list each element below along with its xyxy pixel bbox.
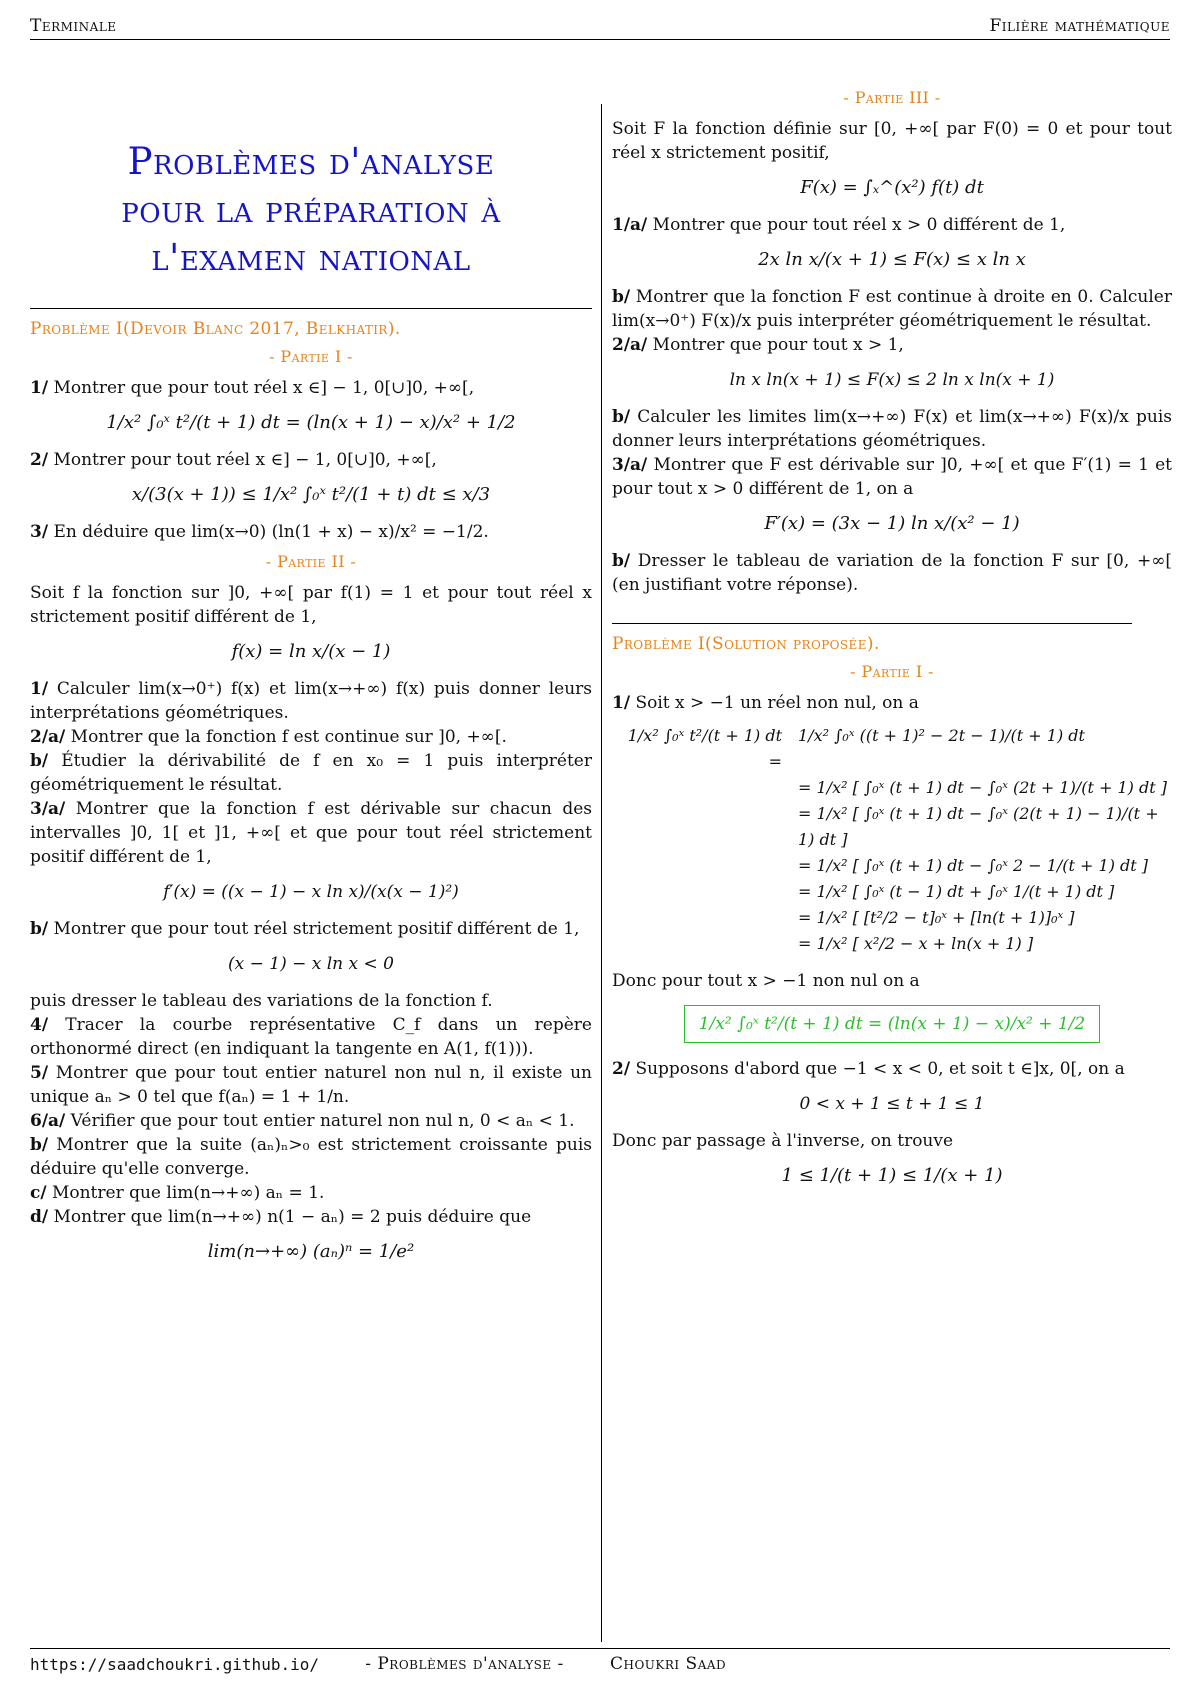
paragraph: Soit F la fonction définie sur [0, +∞[ par F(0) = 0 et pour tout réel x strictement positif, xyxy=(612,119,1172,163)
equation: (x − 1) − x ln x < 0 xyxy=(227,954,394,974)
question: 2/ Supposons d'abord que −1 < x < 0, et soit t ∈]x, 0[, on a xyxy=(612,1059,1125,1079)
equation: f′(x) = ((x − 1) − x ln x)/(x(x − 1)²) xyxy=(163,882,459,902)
footer-author: Choukri Saad xyxy=(609,1654,727,1674)
align-block xyxy=(612,723,1172,957)
align-row xyxy=(612,801,1172,853)
align-rhs: = 1/x² [ ∫₀ˣ (t + 1) dt − ∫₀ˣ (2(t + 1) − 1)/(t + 1) dt ] xyxy=(798,804,1159,849)
equation: 2x ln x/(x + 1) ≤ F(x) ≤ x ln x xyxy=(758,249,1026,270)
question: b/ Montrer que la fonction F est continue à droite en 0. Calculer lim(x→0⁺) F(x)/x puis interpréter géométriquement le résultat. xyxy=(612,287,1172,331)
equation: 1 ≤ 1/(t + 1) ≤ 1/(x + 1) xyxy=(781,1165,1003,1186)
footer-url-link[interactable]: https://saadchoukri.github.io/ xyxy=(30,1654,319,1674)
align-row xyxy=(612,853,1172,879)
question: 3/a/ Montrer que la fonction f est dérivable sur chacun des intervalles ]0, 1[ et ]1, +∞[ et que pour tout réel strictement positif différent de 1, xyxy=(30,799,592,867)
part-heading: - Partie I - xyxy=(269,347,353,366)
paragraph: Donc pour tout x > −1 non nul on a xyxy=(612,971,920,991)
align-lhs: 1/x² ∫₀ˣ t²/(t + 1) dt = xyxy=(627,726,782,771)
question: 4/ Tracer la courbe représentative C_f dans un repère orthonormé direct (en indiquant la tangente en A(1, f(1))). xyxy=(30,1015,592,1059)
equation: 0 < x + 1 ≤ t + 1 ≤ 1 xyxy=(799,1094,985,1114)
page-footer xyxy=(30,1648,1170,1679)
align-rhs: = 1/x² [ x²/2 − x + ln(x + 1) ] xyxy=(798,934,1034,953)
header-left: Terminale xyxy=(30,16,117,36)
equation: lim(n→+∞) (aₙ)ⁿ = 1/e² xyxy=(207,1241,415,1262)
boxed-result-row xyxy=(612,1005,1172,1043)
paragraph: Soit f la fonction sur ]0, +∞[ par f(1) = 1 et pour tout réel x strictement positif différent de 1, xyxy=(30,583,592,627)
left-column xyxy=(30,80,592,1277)
part-heading: - Partie III - xyxy=(843,88,941,107)
align-row xyxy=(612,905,1172,931)
question: 5/ Montrer que pour tout entier naturel non nul n, il existe un unique aₙ > 0 tel que f(aₙ) = 1 + 1/n. xyxy=(30,1063,592,1107)
question: 6/a/ Vérifier que pour tout entier naturel non nul n, 0 < aₙ < 1. xyxy=(30,1111,575,1131)
align-rhs: = 1/x² [ ∫₀ˣ (t − 1) dt + ∫₀ˣ 1/(t + 1) dt ] xyxy=(798,882,1115,901)
align-row xyxy=(612,723,1172,775)
question: 1/ Calculer lim(x→0⁺) f(x) et lim(x→+∞) f(x) puis donner leurs interprétations géométriques. xyxy=(30,679,592,723)
align-rhs: 1/x² ∫₀ˣ ((t + 1)² − 2t − 1)/(t + 1) dt xyxy=(798,726,1085,745)
question: 2/a/ Montrer que pour tout x > 1, xyxy=(612,335,904,355)
question: 2/ Montrer pour tout réel x ∈] − 1, 0[∪]0, +∞[, xyxy=(30,450,437,470)
question: 1/ Soit x > −1 un réel non nul, on a xyxy=(612,693,919,713)
question: b/ Dresser le tableau de variation de la fonction F sur [0, +∞[ (en justifiant votre réponse). xyxy=(612,551,1172,595)
right-column xyxy=(612,80,1172,1201)
equation: ln x ln(x + 1) ≤ F(x) ≤ 2 ln x ln(x + 1) xyxy=(729,370,1055,390)
question: d/ Montrer que lim(n→+∞) n(1 − aₙ) = 2 puis déduire que xyxy=(30,1207,532,1227)
question: c/ Montrer que lim(n→+∞) aₙ = 1. xyxy=(30,1183,325,1203)
page-header xyxy=(30,10,1170,40)
title-rule xyxy=(30,308,592,309)
align-rhs: = 1/x² [ ∫₀ˣ (t + 1) dt − ∫₀ˣ (2t + 1)/(t + 1) dt ] xyxy=(798,778,1167,797)
paragraph: puis dresser le tableau des variations de la fonction f. xyxy=(30,991,493,1011)
boxed-result: 1/x² ∫₀ˣ t²/(t + 1) dt = (ln(x + 1) − x)/x² + 1/2 xyxy=(684,1005,1101,1043)
question: 2/a/ Montrer que la fonction f est continue sur ]0, +∞[. xyxy=(30,727,507,747)
question: b/ Montrer que pour tout réel strictement positif différent de 1, xyxy=(30,919,580,939)
title-line-3: l'examen national xyxy=(151,236,471,279)
question: b/ Étudier la dérivabilité de f en x₀ = 1 puis interpréter géométriquement le résultat. xyxy=(30,751,592,795)
equation: 1/x² ∫₀ˣ t²/(t + 1) dt = (ln(x + 1) − x)/x² + 1/2 xyxy=(106,412,516,433)
align-rhs: = 1/x² [ [t²/2 − t]₀ˣ + [ln(t + 1)]₀ˣ ] xyxy=(798,908,1075,927)
question: 3/ En déduire que lim(x→0) (ln(1 + x) − x)/x² = −1/2. xyxy=(30,522,489,542)
question: 1/a/ Montrer que pour tout réel x > 0 différent de 1, xyxy=(612,215,1066,235)
title-line-1: Problèmes d'analyse xyxy=(127,140,495,183)
equation: F(x) = ∫ₓ^(x²) f(t) dt xyxy=(800,177,984,198)
solution-heading: Problème I(Solution proposée). xyxy=(612,634,880,654)
footer-center: - Problèmes d'analyse - xyxy=(365,1654,564,1674)
header-right: Filière mathématique xyxy=(989,16,1170,36)
title-line-2: pour la préparation à xyxy=(121,188,501,231)
question: b/ Calculer les limites lim(x→+∞) F(x) et lim(x→+∞) F(x)/x puis donner leurs interprétations géométriques. xyxy=(612,407,1172,451)
part-heading: - Partie II - xyxy=(265,552,357,571)
equation: F′(x) = (3x − 1) ln x/(x² − 1) xyxy=(764,513,1020,534)
problem-heading: Problème I(Devoir Blanc 2017, Belkhatir). xyxy=(30,319,401,339)
align-row xyxy=(612,879,1172,905)
paragraph: Donc par passage à l'inverse, on trouve xyxy=(612,1131,954,1151)
question: 3/a/ Montrer que F est dérivable sur ]0, +∞[ et que F′(1) = 1 et pour tout x > 0 différent de 1, on a xyxy=(612,455,1172,499)
align-rhs: = 1/x² [ ∫₀ˣ (t + 1) dt − ∫₀ˣ 2 − 1/(t + 1) dt ] xyxy=(798,856,1149,875)
align-row xyxy=(612,931,1172,957)
equation: x/(3(x + 1)) ≤ 1/x² ∫₀ˣ t²/(1 + t) dt ≤ x/3 xyxy=(131,484,491,505)
section-rule xyxy=(612,623,1132,624)
part-heading: - Partie I - xyxy=(850,662,934,681)
column-divider xyxy=(601,104,602,1642)
question: 1/ Montrer que pour tout réel x ∈] − 1, 0[∪]0, +∞[, xyxy=(30,378,475,398)
document-title xyxy=(30,138,592,282)
align-row xyxy=(612,775,1172,801)
question: b/ Montrer que la suite (aₙ)ₙ>₀ est strictement croissante puis déduire qu'elle converge. xyxy=(30,1135,592,1179)
equation: f(x) = ln x/(x − 1) xyxy=(231,641,391,662)
